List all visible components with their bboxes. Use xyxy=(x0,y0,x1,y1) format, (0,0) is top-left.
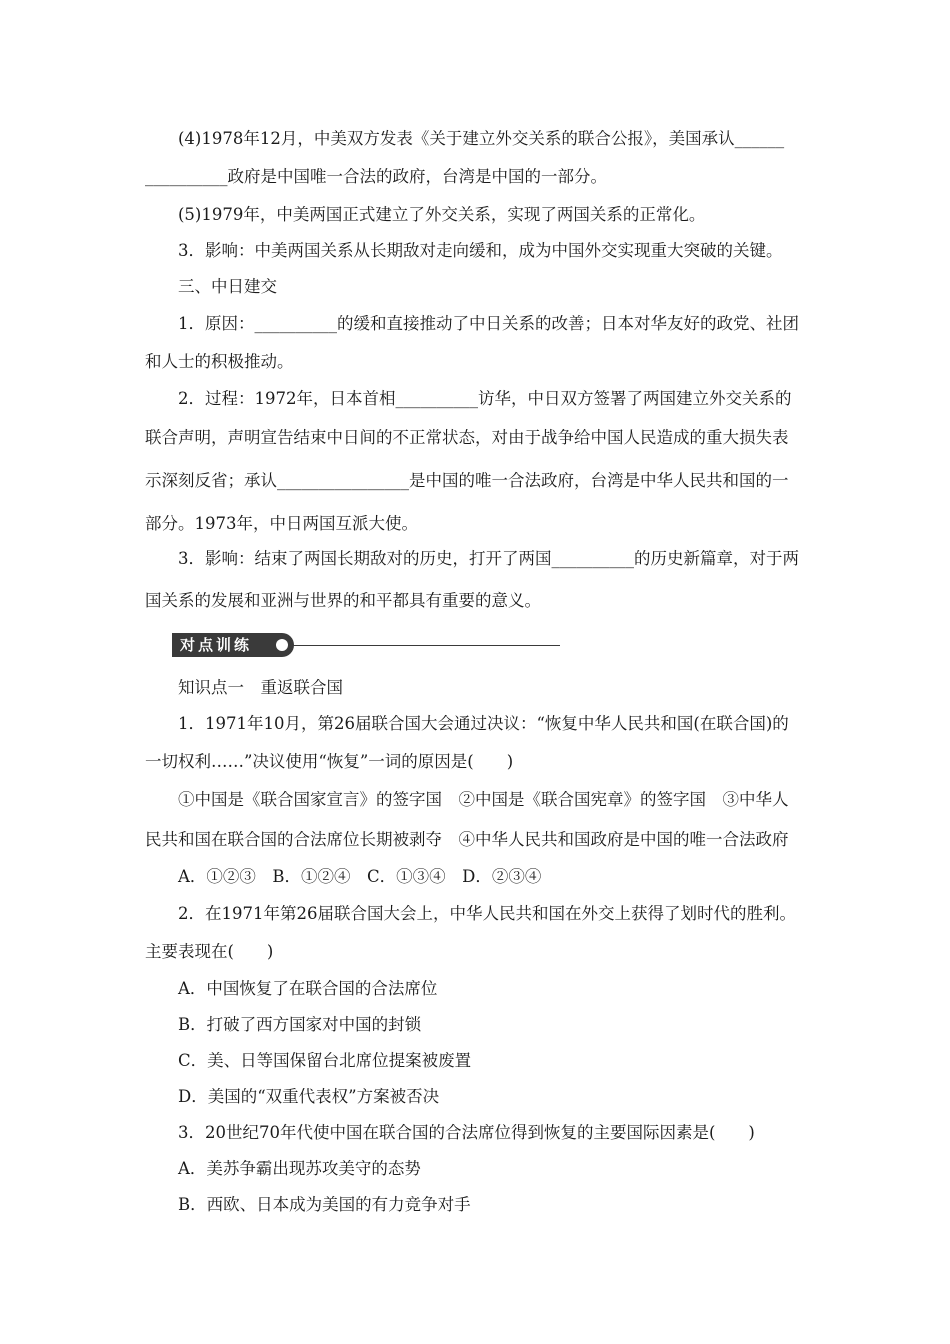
text-line: 部分。1973年，中日两国互派大使。 xyxy=(145,514,418,533)
question-line: 民共和国在联合国的合法席位长期被剥夺 ④中华人民共和国政府是中国的唯一合法政府 xyxy=(145,830,789,849)
option-b: B．打破了西方国家对中国的封锁 xyxy=(178,1015,422,1034)
text-line: 和人士的积极推动。 xyxy=(145,352,294,371)
text-line: (5)1979年，中美两国正式建立了外交关系，实现了两国关系的正常化。 xyxy=(178,205,706,224)
section-heading: 三、中日建交 xyxy=(178,277,277,296)
bullet-dot-icon xyxy=(276,639,288,651)
text-line: 1．原因：__________的缓和直接推动了中日关系的改善；日本对华友好的政党、社团 xyxy=(178,314,799,333)
section-title: 对点训练 xyxy=(172,633,294,657)
text-line: 3．影响：中美两国关系从长期敌对走向缓和，成为中国外交实现重大突破的关键。 xyxy=(178,241,783,260)
question-line: 3．20世纪70年代使中国在联合国的合法席位得到恢复的主要国际因素是( ) xyxy=(178,1123,755,1142)
question-line: 一切权利……”决议使用“恢复”一词的原因是( ) xyxy=(145,752,514,771)
option-a: A．中国恢复了在联合国的合法席位 xyxy=(178,979,438,998)
option-d: D．美国的“双重代表权”方案被否决 xyxy=(178,1087,440,1106)
text-line: 国关系的发展和亚洲与世界的和平都具有重要的意义。 xyxy=(145,591,541,610)
knowledge-point-heading: 知识点一 重返联合国 xyxy=(178,678,343,697)
text-line: 3．影响：结束了两国长期敌对的历史，打开了两国__________的历史新篇章，对于两 xyxy=(178,549,799,568)
option-b: B．西欧、日本成为美国的有力竞争对手 xyxy=(178,1195,471,1214)
section-divider xyxy=(292,645,560,646)
text-line: 示深刻反省；承认________________是中国的唯一合法政府，台湾是中华人民共和国的一 xyxy=(145,471,789,490)
text-line: 2．过程：1972年，日本首相__________访华，中日双方签署了两国建立外交关系的 xyxy=(178,389,792,408)
question-line: 1．1971年10月，第26届联合国大会通过决议：“恢复中华人民共和国(在联合国)的 xyxy=(178,714,789,733)
option-c: C．美、日等国保留台北席位提案被废置 xyxy=(178,1051,472,1070)
section-header xyxy=(172,633,560,659)
question-line: 主要表现在( ) xyxy=(145,942,274,961)
text-line: 联合声明，声明宣告结束中日间的不正常状态，对由于战争给中国人民造成的重大损失表 xyxy=(145,428,789,447)
answer-options: A．①②③ B．①②④ C．①③④ D．②③④ xyxy=(178,867,542,886)
option-a: A．美苏争霸出现苏攻美守的态势 xyxy=(178,1159,421,1178)
question-line: ①中国是《联合国家宣言》的签字国 ②中国是《联合国宪章》的签字国 ③中华人 xyxy=(178,790,789,809)
question-line: 2．在1971年第26届联合国大会上，中华人民共和国在外交上获得了划时代的胜利。 xyxy=(178,904,796,923)
text-line: (4)1978年12月，中美双方发表《关于建立外交关系的联合公报》，美国承认______ xyxy=(178,129,785,148)
text-line: __________政府是中国唯一合法的政府，台湾是中国的一部分。 xyxy=(145,167,607,186)
